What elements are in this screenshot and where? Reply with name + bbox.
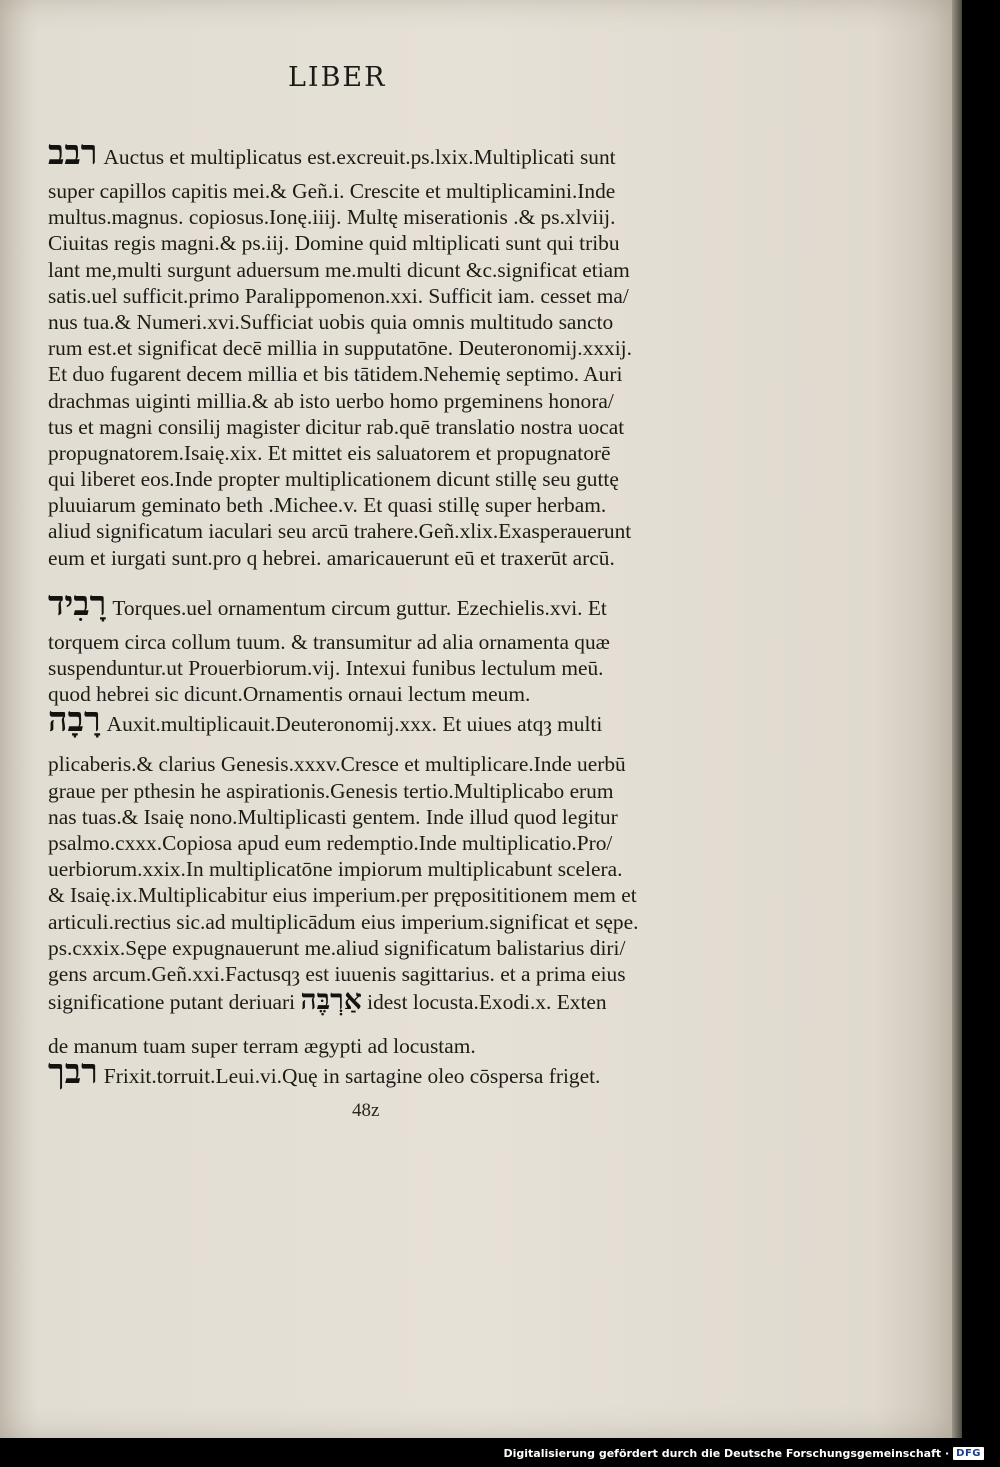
dictionary-entry — [48, 571, 693, 708]
inline-text-after: idest locusta.Exodi.x. Exten — [367, 990, 607, 1015]
entry-first-line: Torques.uel ornamentum circum guttur. Ezechielis.xvi. Et — [112, 595, 607, 620]
text-line: uerbiorum.xxix.In multiplicatōne impiorum multiplicabunt scelera. — [48, 857, 623, 882]
running-head: LIBER — [288, 62, 387, 93]
page-number: 48z — [352, 1100, 380, 1121]
entry-first-row — [48, 700, 693, 741]
text-line: de manum tuam super terram ægypti ad locustam. — [48, 1034, 476, 1059]
text-line: tus et magni consilij magister dicitur rab.quē translatio nostra uocat — [48, 414, 625, 439]
text-line: articuli.rectius sic.ad multiplicādum eius imperium.significat et sępe. — [48, 909, 639, 934]
text-line: propugnatorem.Isaię.xix. Et mittet eis saluatorem et propugnatorē — [48, 440, 611, 465]
footer-credit — [503, 1441, 984, 1465]
entry-first-row — [48, 571, 693, 624]
entry-first-row — [48, 1052, 693, 1093]
hebrew-headword: רָבָה — [48, 700, 101, 741]
inline-text-before: significatione putant deriuari — [48, 990, 296, 1015]
text-line: nus tua.& Numeri.xvi.Sufficiat uobis quia omnis multitudo sancto — [48, 309, 614, 334]
entry-first-row — [48, 120, 693, 173]
footer-text: Digitalisierung gefördert durch die Deutsche Forschungsgemeinschaft · — [503, 1446, 950, 1460]
text-line: multus.magnus. copiosus.Ionę.iiij. Multę miserationis .& ps.xlviij. — [48, 205, 616, 230]
text-line: torquem circa collum tuum. & transumitur ad alia ornamenta quæ — [48, 629, 610, 654]
text-line: & Isaię.ix.Multiplicabitur eius imperium.per pręposititionem mem et — [48, 883, 637, 908]
text-line: gens arcum.Geñ.xxi.Factusqȝ est iuuenis sagittarius. et a prima eius — [48, 961, 626, 986]
entry-first-line: Auctus et multiplicatus est.excreuit.ps.lxix.Multiplicati sunt — [103, 144, 616, 169]
text-line: drachmas uiginti millia.& ab isto uerbo homo prgeminens honora/ — [48, 388, 614, 413]
text-line: psalmo.cxxx.Copiosa apud eum redemptio.Inde multiplicatio.Pro/ — [48, 830, 613, 855]
text-line: graue per pthesin he aspirationis.Genesis tertio.Multiplicabo erum — [48, 778, 614, 803]
dictionary-entry — [48, 1052, 693, 1093]
entry-first-line: Auxit.multiplicauit.Deuteronomij.xxx. Et uiues atqȝ multi — [106, 712, 603, 737]
text-line: lant me,multi surgunt aduersum me.multi dicunt &c.significat etiam — [48, 257, 630, 282]
text-line: ps.cxxix.Sępe expugnauerunt me.aliud significatum balistarius diri/ — [48, 935, 626, 960]
page-text — [48, 120, 693, 1093]
text-line: rum est.et significat decē millia in supputatōne. Deuteronomij.xxxij. — [48, 336, 632, 361]
text-line: eum et iurgati sunt.pro q hebrei. amaricauerunt eū et traxerūt arcū. — [48, 545, 615, 570]
text-line: nas tuas.& Isaię nono.Multiplicasti gentem. Inde illud quod legitur — [48, 804, 618, 829]
text-line: suspenduntur.ut Prouerbiorum.vij. Intexui funibus lectulum meū. — [48, 656, 604, 680]
text-line-with-hebrew — [48, 983, 693, 1017]
text-line: super capillos capitis mei.& Geñ.i. Crescite et multiplicamini.Inde — [48, 179, 616, 203]
text-line: Ciuitas regis magni.& ps.iij. Domine quid mltiplicati sunt qui tribu — [48, 231, 620, 256]
hebrew-headword: רבך — [48, 1052, 98, 1093]
text-line: aliud significatum iaculari seu arcū trahere.Geñ.xlix.Exasperauerunt — [48, 519, 632, 544]
text-line: quod hebrei sic dicunt.Ornamentis ornaui lectum meum. — [48, 682, 531, 707]
dfg-logo: DFG — [953, 1447, 984, 1460]
hebrew-headword: רבב — [48, 133, 98, 173]
dictionary-entry — [48, 120, 693, 571]
text-line: pluuiarum geminato beth .Michee.v. Et quasi stillę super herbam. — [48, 493, 607, 518]
entry-first-line: Frixit.torruit.Leui.vi.Quę in sartagine oleo cōspersa friget. — [103, 1064, 601, 1089]
text-line: Et duo fugarent decem millia et bis tātidem.Nehemię septimo. Auri — [48, 362, 623, 387]
inline-hebrew-word: אַרְבֶּה — [300, 983, 362, 1017]
text-line: satis.uel sufficit.primo Paralippomenon.xxi. Sufficit iam. cesset ma/ — [48, 283, 629, 308]
text-line: plicaberis.& clarius Genesis.xxxv.Cresce et multiplicare.Inde uerbū — [48, 752, 626, 777]
page-edge — [952, 0, 962, 1438]
text-line: qui liberet eos.Inde propter multiplicationem dicunt stillę seu guttę — [48, 467, 619, 492]
dictionary-entry — [48, 700, 693, 1059]
hebrew-headword: רָבִיד — [48, 583, 107, 624]
